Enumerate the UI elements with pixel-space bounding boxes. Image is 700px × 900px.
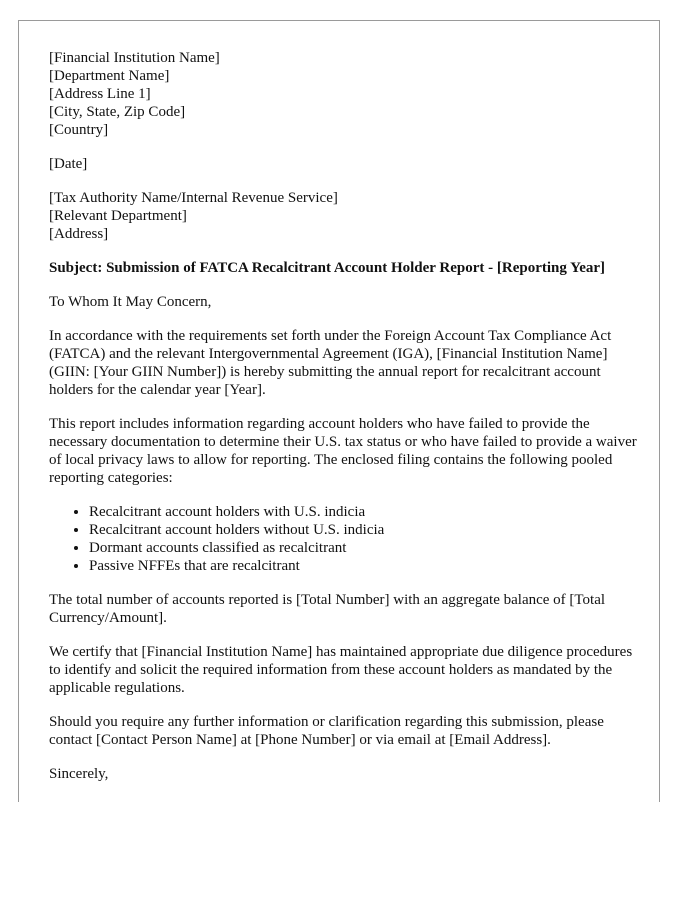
letter-body xyxy=(49,49,639,799)
list-item: • Recalcitrant account holders with U.S. indicia xyxy=(89,503,639,521)
recipient-address-line: [Address] xyxy=(49,226,109,242)
recipient-name: [Tax Authority Name/Internal Revenue Service] xyxy=(49,190,338,206)
recipient-address xyxy=(49,189,639,243)
sender-department: [Department Name] xyxy=(49,68,170,84)
recipient-department: [Relevant Department] xyxy=(49,208,187,224)
sender-city: [City, State, Zip Code] xyxy=(49,104,186,120)
letter-date: [Date] xyxy=(49,156,88,172)
list-item: • Passive NFFEs that are recalcitrant xyxy=(89,557,639,575)
paragraph-certification: We certify that [Financial Institution Name] has maintained appropriate due diligence procedures to identify and solicit the required information from these account holders as mandated by the applicable regulations. xyxy=(49,644,633,696)
sender-address-line: [Address Line 1] xyxy=(49,86,151,102)
paragraph-report-contents: This report includes information regarding account holders who have failed to provide the necessary documentation to determine their U.S. tax status or who have failed to provide a waiver of local privacy laws to allow for reporting. The enclosed filing contains the following pooled reporting categories: xyxy=(49,416,637,486)
sender-country: [Country] xyxy=(49,122,109,138)
closing: Sincerely, xyxy=(49,766,109,782)
letter-page xyxy=(18,20,660,802)
sender-name: [Financial Institution Name] xyxy=(49,50,220,66)
salutation: To Whom It May Concern, xyxy=(49,294,212,310)
sender-address xyxy=(49,49,639,139)
paragraph-intro: In accordance with the requirements set forth under the Foreign Account Tax Compliance Act (FATCA) and the relevant Intergovernmental Agreement (IGA), [Financial Institution Name] (GIIN: [Your GIIN Number]) is hereby submitting the annual report for recalcitrant account holders for the calendar year [Year]. xyxy=(49,328,612,398)
paragraph-contact: Should you require any further information or clarification regarding this submission, please contact [Contact Person Name] at [Phone Number] or via email at [Email Address]. xyxy=(49,714,604,748)
list-item: • Recalcitrant account holders without U.S. indicia xyxy=(89,521,639,539)
category-list xyxy=(49,503,639,575)
paragraph-totals: The total number of accounts reported is [Total Number] with an aggregate balance of [Total Currency/Amount]. xyxy=(49,592,606,626)
list-item: • Dormant accounts classified as recalcitrant xyxy=(89,539,639,557)
subject-line: Subject: Submission of FATCA Recalcitrant Account Holder Report - [Reporting Year] xyxy=(49,260,606,276)
